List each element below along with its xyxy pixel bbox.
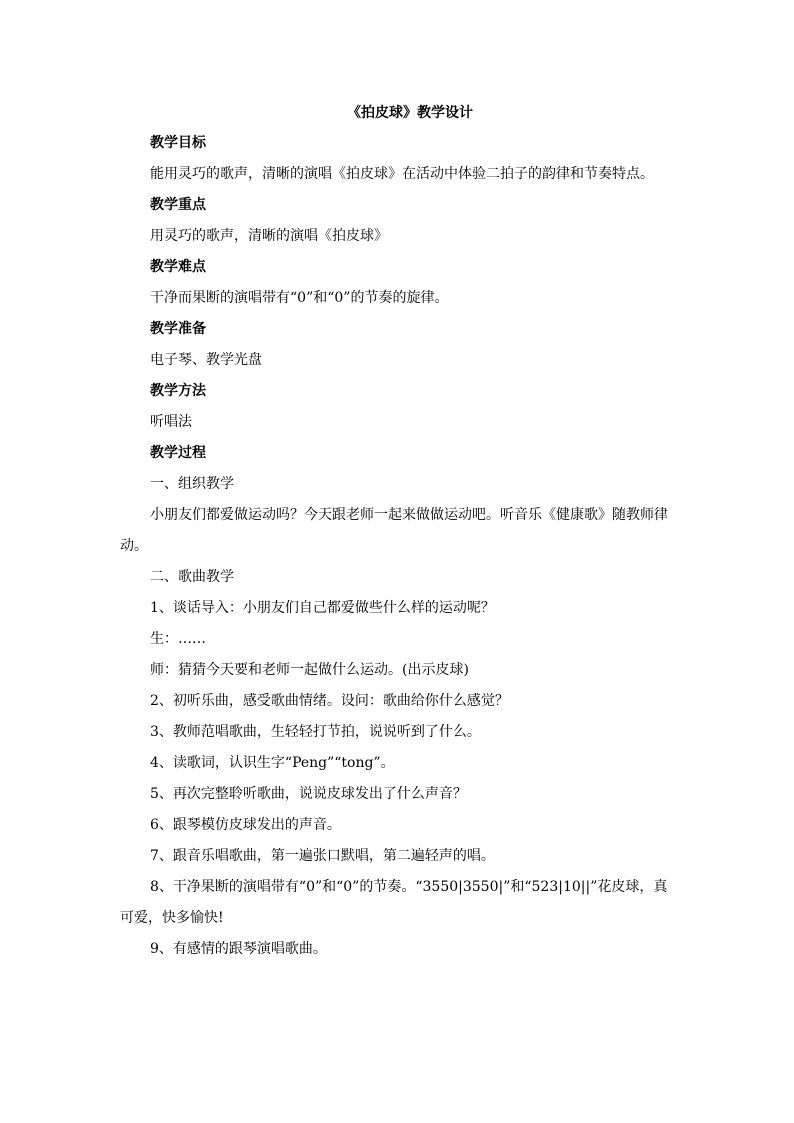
paragraph: 9、有感情的跟琴演唱歌曲。 — [150, 941, 327, 957]
section-heading: 教学准备 — [150, 321, 206, 337]
paragraph: 7、跟音乐唱歌曲，第一遍张口默唱，第二遍轻声的唱。 — [150, 848, 495, 864]
paragraph: 能用灵巧的歌声，清晰的演唱《拍皮球》在活动中体验二拍子的韵律和节奏特点。 — [150, 166, 654, 182]
section-heading: 教学过程 — [150, 445, 206, 461]
paragraph: 一、组织教学 — [150, 476, 234, 492]
paragraph: 生：…… — [150, 631, 206, 647]
document-title: 《拍皮球》教学设计 — [347, 105, 473, 121]
section-heading: 教学方法 — [150, 383, 206, 399]
paragraph: 1、谈话导入：小朋友们自己都爱做些什么样的运动呢？ — [150, 600, 495, 616]
paragraph: 二、歌曲教学 — [150, 569, 234, 585]
paragraph: 电子琴、教学光盘 — [150, 352, 262, 368]
paragraph: 3、教师范唱歌曲，生轻轻打节拍，说说听到了什么。 — [150, 724, 481, 740]
document-body — [120, 98, 680, 965]
paragraph: 5、再次完整聆听歌曲，说说皮球发出了什么声音？ — [150, 786, 467, 802]
paragraph: 小朋友们都爱做运动吗？今天跟老师一起来做做运动吧。听音乐《健康歌》随教师律动。 — [120, 507, 668, 554]
paragraph: 2、初听乐曲，感受歌曲情绪。设问：歌曲给你什么感觉？ — [150, 693, 509, 709]
paragraph: 4、读歌词，认识生字“Peng”“tong”。 — [150, 755, 395, 771]
section-heading: 教学重点 — [150, 197, 206, 213]
section-heading: 教学目标 — [150, 135, 206, 151]
paragraph: 6、跟琴模仿皮球发出的声音。 — [150, 817, 341, 833]
paragraph: 干净而果断的演唱带有“0”和“0”的节奏的旋律。 — [150, 290, 449, 306]
paragraph: 8、干净果断的演唱带有“0”和“0”的节奏。“3550|3550|”和“523|10||”花皮球，真可爱，快多愉快! — [120, 879, 668, 926]
paragraph: 用灵巧的歌声，清晰的演唱《拍皮球》 — [150, 228, 388, 244]
paragraph: 师：猜猜今天要和老师一起做什么运动。(出示皮球) — [150, 662, 469, 678]
section-heading: 教学难点 — [150, 259, 206, 275]
paragraph-list — [120, 128, 680, 965]
paragraph: 听唱法 — [150, 414, 192, 430]
